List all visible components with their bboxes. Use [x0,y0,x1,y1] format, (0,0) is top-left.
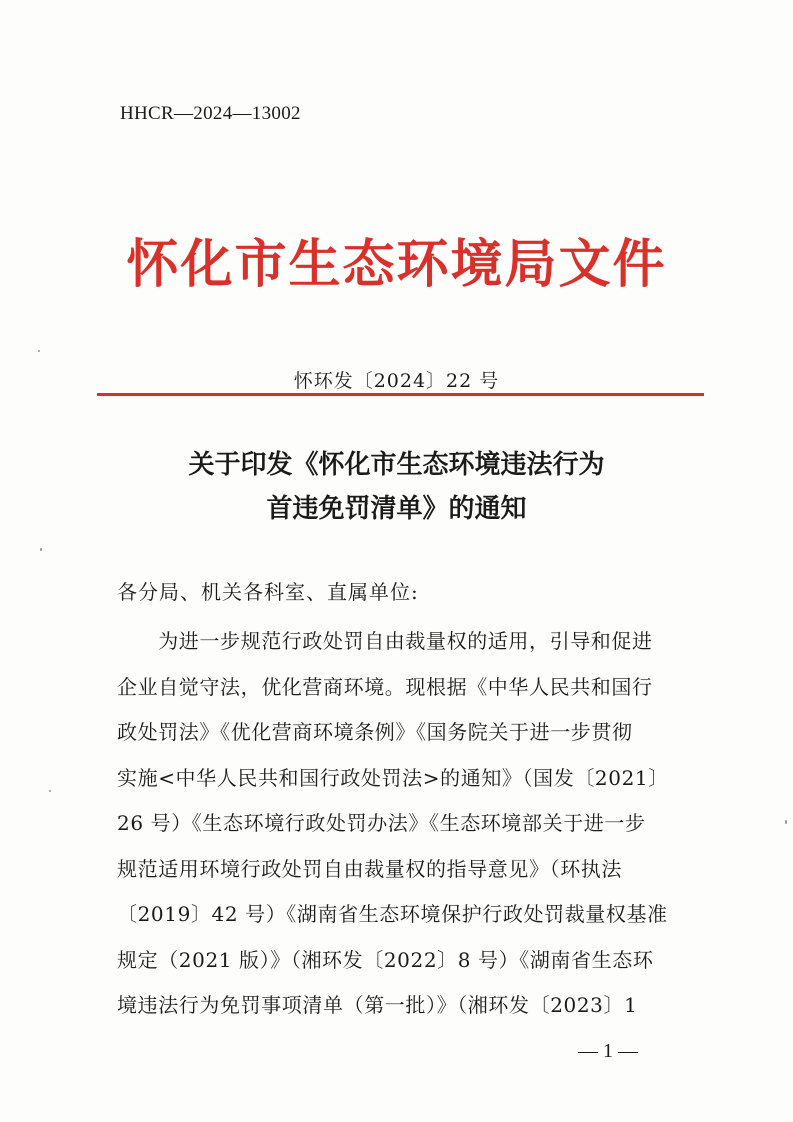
body-text [117,619,677,1029]
page-number: — 1 — [578,1040,638,1062]
issuer-title: 怀化市生态环境局文件 [126,234,667,295]
body-line: 境违法行为免罚事项清单（第一批）》（湘环发〔2023〕1 [117,993,638,1017]
body-line: 〔2019〕42 号）《湖南省生态环境保护行政处罚裁量权基准 [117,902,668,926]
red-divider-line [97,393,704,396]
document-subject [0,443,793,531]
subject-line: 关于印发《怀化市生态环境违法行为 [188,450,605,480]
scan-speck [49,790,51,792]
body-line: 规定（2021 版）》（湘环发〔2022〕8 号）《湖南省生态环 [117,947,654,972]
document-code: HHCR—2024—13002 [120,103,301,124]
body-line: 规范适用环境行政处罚自由裁量权的指导意见》（环执法 [117,856,622,881]
scan-speck [38,350,40,352]
body-line: 实施<中华人民共和国行政处罚法>的通知》（国发〔2021〕 [117,765,669,790]
body-line: 26 号）《生态环境行政处罚办法》《生态环境部关于进一步 [117,811,646,835]
body-line: 为进一步规范行政处罚自由裁量权的适用，引导和促进 [117,629,653,653]
scan-speck [40,548,42,551]
document-number: 怀环发〔2024〕22 号 [293,370,500,392]
subject-line: 首违免罚清单》的通知 [266,494,527,524]
body-line: 政处罚法》《优化营商环境条例》《国务院关于进一步贯彻 [117,720,633,744]
scan-speck [785,820,787,824]
body-line: 企业自觉守法，优化营商环境。现根据《中华人民共和国行 [117,674,653,699]
addressee: 各分局、机关各科室、直属单位: [117,580,419,604]
